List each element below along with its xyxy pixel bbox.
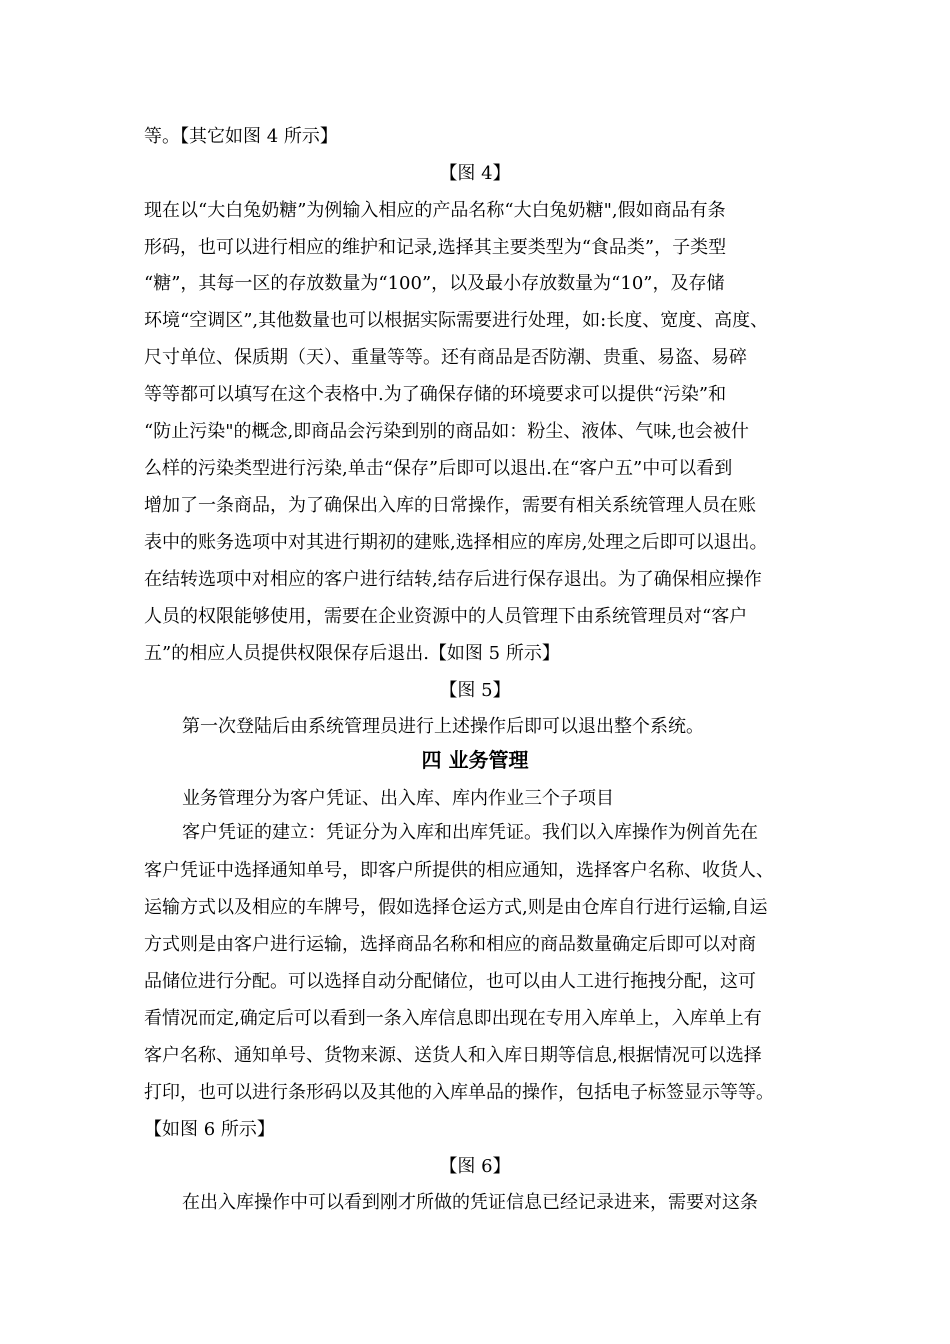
text-line: 五”的相应人员提供权限保存后退出.【如图 5 所示】: [144, 643, 560, 664]
text-line: 增加了一条商品，为了确保出入库的日常操作，需要有相关系统管理人员在账: [144, 495, 756, 516]
figure-caption: 【图 5】: [439, 680, 511, 701]
figure-caption: 【图 4】: [439, 163, 511, 184]
text-line: 第一次登陆后由系统管理员进行上述操作后即可以退出整个系统。: [182, 716, 704, 737]
text-line: 等等都可以填写在这个表格中.为了确保存储的环境要求可以提供“污染”和: [144, 384, 727, 405]
text-line: 在出入库操作中可以看到刚才所做的凭证信息已经记录进来，需要对这条: [182, 1192, 758, 1213]
text-line: 环境“空调区”,其他数量也可以根据实际需要进行处理，如:长度、宽度、高度、: [144, 310, 769, 331]
figure-caption: 【图 6】: [439, 1156, 511, 1177]
text-line: 等。【其它如图 4 所示】: [144, 126, 338, 147]
text-line: 尺寸单位、保质期（天）、重量等等。还有商品是否防潮、贵重、易盗、易碎: [144, 347, 747, 368]
text-line: 在结转选项中对相应的客户进行结转,结存后进行保存退出。为了确保相应操作: [144, 569, 762, 590]
text-line: 人员的权限能够使用，需要在企业资源中的人员管理下由系统管理员对“客户: [144, 606, 748, 627]
text-line: 现在以“大白兔奶糖”为例输入相应的产品名称“大白兔奶糖",假如商品有条: [144, 200, 726, 221]
text-line: 打印，也可以进行条形码以及其他的入库单品的操作，包括电子标签显示等等。: [144, 1082, 774, 1103]
text-line: 客户名称、通知单号、货物来源、送货人和入库日期等信息,根据情况可以选择: [144, 1045, 762, 1066]
text-line: 么样的污染类型进行污染,单击“保存”后即可以退出.在“客户五”中可以看到: [144, 458, 733, 479]
text-line: 客户凭证中选择通知单号，即客户所提供的相应通知，选择客户名称、收货人、: [144, 860, 774, 881]
text-line: 表中的账务选项中对其进行期初的建账,选择相应的库房,处理之后即可以退出。: [144, 532, 768, 553]
text-line: 看情况而定,确定后可以看到一条入库信息即出现在专用入库单上，入库单上有: [144, 1008, 762, 1029]
section-heading: 四 业务管理: [421, 748, 529, 772]
text-line: “防止污染"的概念,即商品会污染到别的商品如：粉尘、液体、气味,也会被什: [144, 421, 749, 442]
text-line: “糖”，其每一区的存放数量为“100”，以及最小存放数量为“10”，及存储: [144, 273, 725, 294]
text-line: 品储位进行分配。可以选择自动分配储位，也可以由人工进行拖拽分配，这可: [144, 971, 756, 992]
text-line: 业务管理分为客户凭证、出入库、库内作业三个子项目: [182, 788, 614, 809]
text-line: 形码，也可以进行相应的维护和记录,选择其主要类型为“食品类”，子类型: [144, 237, 727, 258]
text-line: 【如图 6 所示】: [144, 1119, 275, 1140]
text-line: 方式则是由客户进行运输，选择商品名称和相应的商品数量确定后即可以对商: [144, 934, 756, 955]
text-line: 运输方式以及相应的车牌号，假如选择仓运方式,则是由仓库自行进行运输,自运: [144, 897, 768, 918]
text-line: 客户凭证的建立：凭证分为入库和出库凭证。我们以入库操作为例首先在: [182, 822, 758, 843]
